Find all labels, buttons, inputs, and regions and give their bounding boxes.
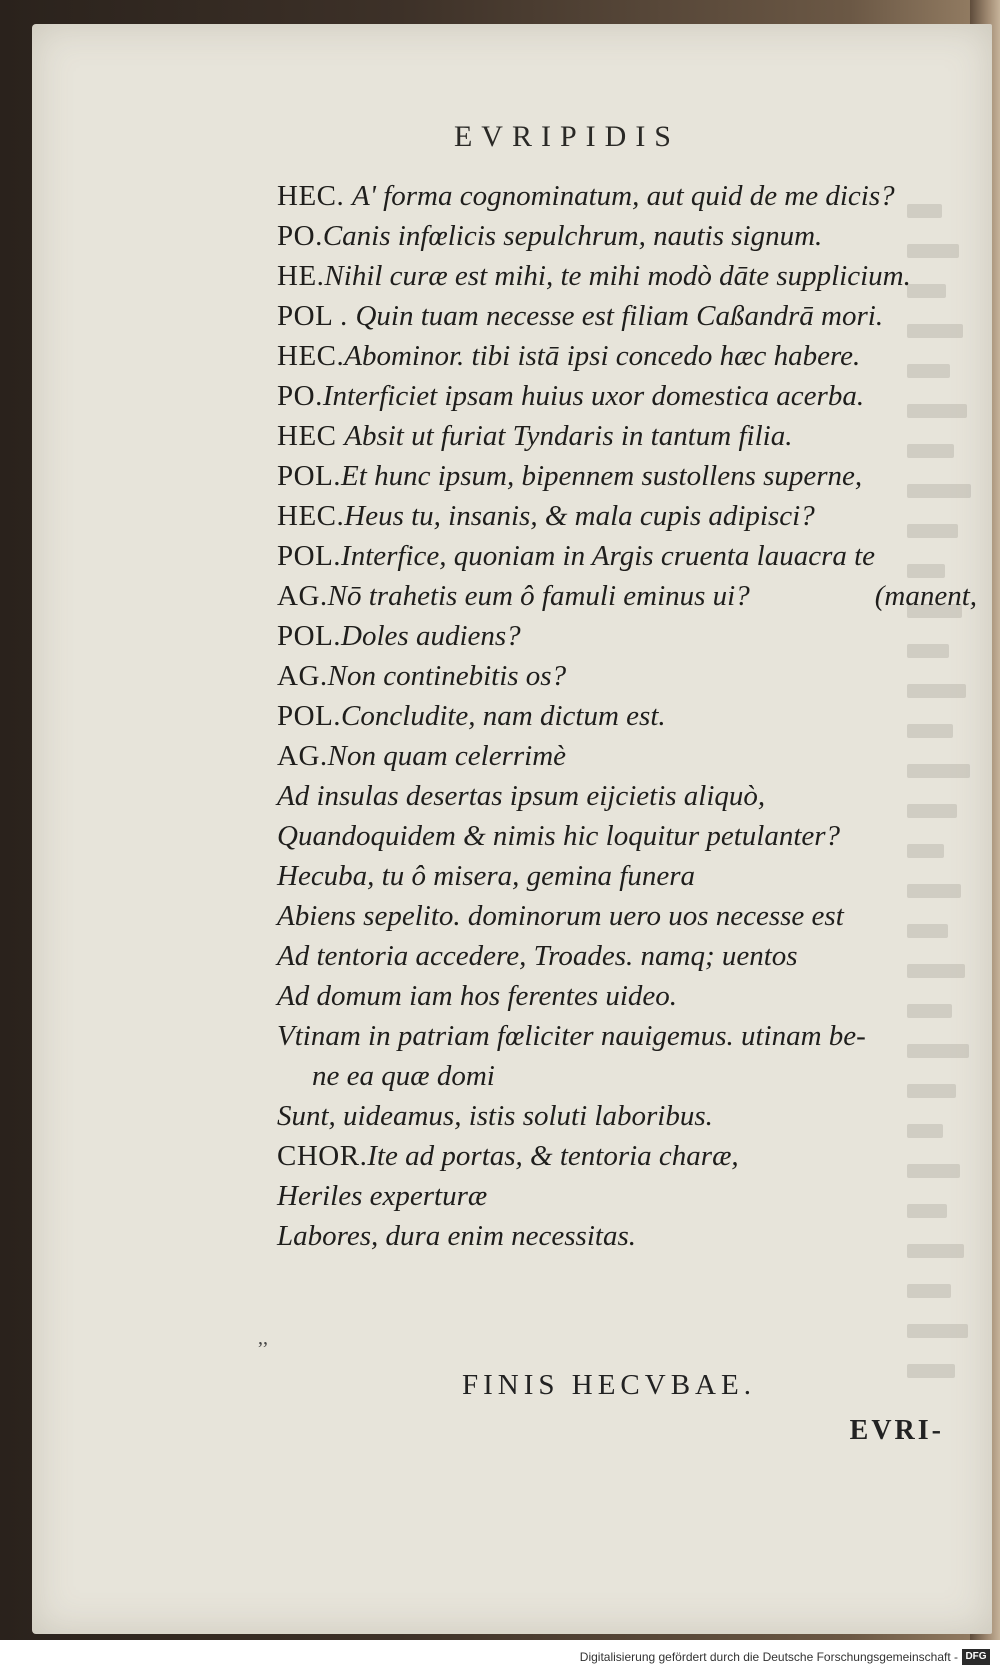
speaker-label: POL.	[277, 540, 342, 572]
speaker-label: HEC.	[277, 180, 352, 212]
margin-quote-mark: ,,	[258, 1327, 268, 1349]
line-text: Non quam celerrimè	[327, 740, 567, 772]
text-line	[277, 896, 977, 936]
text-line	[277, 1056, 977, 1096]
line-text: Ite ad portas, & tentoria charæ,	[367, 1140, 739, 1172]
dfg-logo: DFG	[962, 1649, 990, 1665]
line-text: A' forma cognominatum, aut quid de me dicis?	[352, 180, 895, 212]
text-line	[277, 416, 977, 456]
show-through-bar	[907, 1324, 968, 1338]
text-line	[277, 1216, 977, 1256]
line-text: Interfice, quoniam in Argis cruenta lauacra te	[341, 540, 876, 572]
text-line	[277, 1176, 977, 1216]
speaker-label: HEC.	[277, 340, 345, 372]
line-text: Doles audiens?	[341, 620, 521, 652]
line-text: Nō trahetis eum ô famuli eminus ui?	[327, 580, 750, 612]
speaker-label: HE.	[277, 260, 325, 292]
line-text: Heus tu, insanis, & mala cupis adipisci?	[344, 500, 815, 532]
text-line	[277, 536, 977, 576]
line-text: Non continebitis os?	[327, 660, 567, 692]
line-text: Ad insulas desertas ipsum eijcietis aliquò,	[277, 780, 766, 812]
line-text: ne ea quæ domi	[312, 1060, 495, 1092]
text-line	[277, 656, 977, 696]
text-line	[277, 1016, 977, 1056]
text-line	[277, 616, 977, 656]
finis-line: FINIS HECVBAE.	[462, 1369, 756, 1401]
line-text: Quandoquidem & nimis hic loquitur petulanter?	[277, 820, 841, 852]
text-line	[277, 856, 977, 896]
text-line	[277, 576, 977, 616]
speaker-label: PO.	[277, 220, 323, 252]
line-text: Et hunc ipsum, bipennem sustollens superne,	[341, 460, 863, 492]
speaker-label: AG.	[277, 660, 328, 692]
running-head: EVRIPIDIS	[453, 120, 680, 153]
text-line	[277, 936, 977, 976]
text-line	[277, 776, 977, 816]
text-line	[277, 456, 977, 496]
line-text: Interficiet ipsam huius uxor domestica acerba.	[322, 380, 865, 412]
line-text: Nihil curæ est mihi, te mihi modò dāte supplicium.	[324, 260, 911, 292]
catchword: EVRI-	[849, 1415, 944, 1446]
speaker-label: POL .	[277, 300, 356, 332]
line-text: Quin tuam necesse est filiam Caßandrā mori.	[355, 300, 884, 332]
line-text: Sunt, uideamus, istis soluti laboribus.	[277, 1100, 713, 1132]
line-text: Abiens sepelito. dominorum uero uos necesse est	[277, 900, 844, 932]
speaker-label: POL.	[277, 460, 342, 492]
text-line	[277, 376, 977, 416]
line-text: Ad tentoria accedere, Troades. namq; uentos	[277, 940, 798, 972]
text-block	[277, 176, 977, 1256]
speaker-label: HEC	[277, 420, 345, 452]
line-text: Heriles experturæ	[277, 1180, 488, 1212]
speaker-label: AG.	[277, 740, 328, 772]
line-text: Canis infœlicis sepulchrum, nautis signum.	[322, 220, 823, 252]
text-line	[277, 736, 977, 776]
speaker-label: HEC.	[277, 500, 345, 532]
footer-bar	[0, 1640, 1000, 1678]
text-line	[277, 1136, 977, 1176]
line-text: Vtinam in patriam fœliciter nauigemus. utinam be-	[277, 1020, 866, 1052]
text-line	[277, 216, 977, 256]
line-text: Absit ut furiat Tyndaris in tantum filia.	[344, 420, 793, 452]
text-line	[277, 976, 977, 1016]
text-line	[277, 696, 977, 736]
speaker-label: PO.	[277, 380, 323, 412]
speaker-label: POL.	[277, 620, 342, 652]
speaker-label: POL.	[277, 700, 342, 732]
text-line	[277, 176, 977, 216]
text-line	[277, 1096, 977, 1136]
line-text: Labores, dura enim necessitas.	[277, 1220, 636, 1252]
text-line	[277, 816, 977, 856]
line-text: Hecuba, tu ô misera, gemina funera	[277, 860, 696, 892]
book-page	[32, 24, 992, 1634]
line-text: Ad domum iam hos ferentes uideo.	[277, 980, 678, 1012]
footer-credit: Digitalisierung gefördert durch die Deutsche Forschungsgemeinschaft -	[579, 1650, 958, 1664]
text-line	[277, 296, 977, 336]
speaker-label: CHOR.	[277, 1140, 368, 1172]
speaker-label: AG.	[277, 580, 328, 612]
text-line	[277, 336, 977, 376]
text-line	[277, 496, 977, 536]
show-through-bar	[907, 1284, 951, 1298]
line-turnover: (manent,	[874, 580, 977, 612]
line-text: Abominor. tibi istā ipsi concedo hæc habere.	[344, 340, 861, 372]
text-line	[277, 256, 977, 296]
line-text: Concludite, nam dictum est.	[341, 700, 666, 732]
show-through-bar	[907, 1364, 955, 1378]
